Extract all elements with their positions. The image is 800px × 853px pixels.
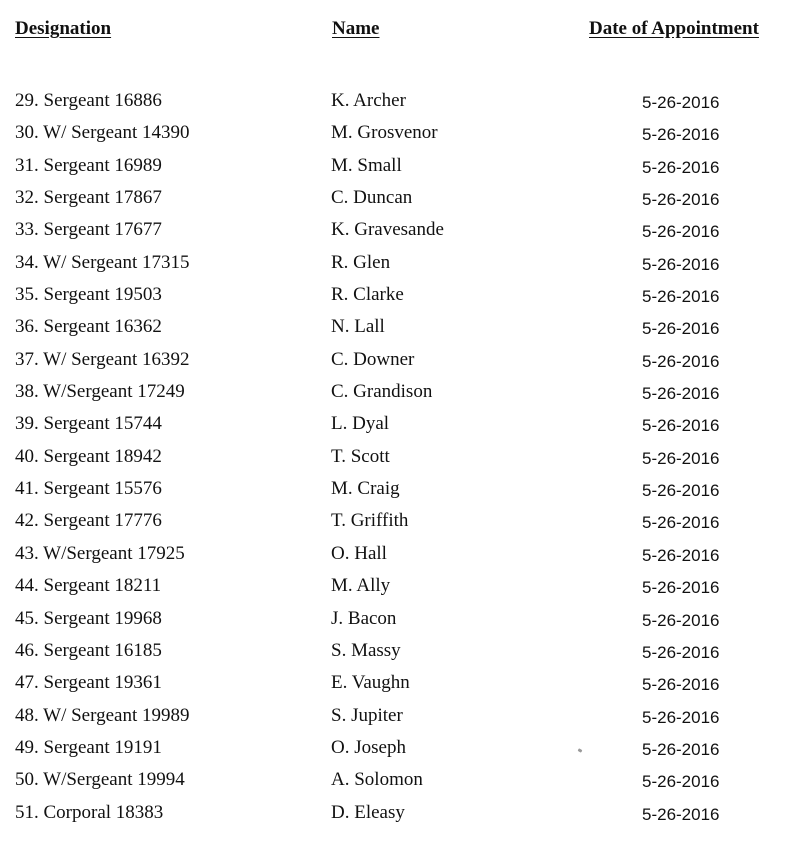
designation-cell: 30. W/ Sergeant 14390 [15, 122, 190, 144]
table-row [0, 703, 800, 735]
table-row [0, 508, 800, 540]
name-cell: S. Jupiter [331, 704, 403, 726]
designation-cell: 45. Sergeant 19968 [15, 607, 162, 629]
designation-cell: 49. Sergeant 19191 [15, 736, 162, 758]
table-header [0, 18, 800, 44]
name-cell: C. Grandison [331, 381, 433, 403]
table-row [0, 185, 800, 217]
name-cell: T. Scott [331, 445, 390, 467]
designation-cell: 35. Sergeant 19503 [15, 284, 162, 306]
name-cell: K. Archer [331, 90, 406, 111]
date-cell: 5-26-2016 [642, 707, 720, 727]
date-cell: 5-26-2016 [642, 642, 720, 662]
name-cell: M. Grosvenor [331, 122, 438, 144]
table-row [0, 250, 800, 282]
designation-cell: 51. Corporal 18383 [15, 801, 164, 823]
date-cell: 5-26-2016 [642, 287, 720, 307]
table-row [0, 670, 800, 702]
designation-cell: 36. Sergeant 16362 [15, 316, 162, 338]
table-row [0, 282, 800, 314]
table-row [0, 314, 800, 346]
name-cell: A. Solomon [331, 769, 423, 791]
date-cell: 5-26-2016 [642, 157, 720, 177]
name-cell: R. Clarke [331, 284, 404, 306]
designation-cell: 46. Sergeant 16185 [15, 639, 162, 661]
date-cell: 5-26-2016 [642, 804, 720, 824]
name-cell: E. Vaughn [331, 672, 410, 694]
table-row [0, 379, 800, 411]
designation-cell: 31. Sergeant 16989 [15, 154, 162, 176]
table-row [0, 347, 800, 379]
date-cell: 5-26-2016 [642, 222, 720, 242]
header-designation: Designation [15, 18, 112, 39]
date-cell: 5-26-2016 [642, 513, 720, 533]
designation-cell: 43. W/Sergeant 17925 [15, 542, 185, 564]
date-cell: 5-26-2016 [642, 448, 720, 468]
name-cell: M. Craig [331, 478, 400, 500]
name-cell: R. Glen [331, 251, 391, 273]
name-cell: O. Joseph [331, 736, 406, 758]
designation-cell: 37. W/ Sergeant 16392 [15, 348, 190, 370]
table-row [0, 411, 800, 443]
date-cell: 5-26-2016 [642, 93, 720, 112]
date-cell: 5-26-2016 [642, 125, 720, 145]
designation-cell: 42. Sergeant 17776 [15, 510, 162, 532]
name-cell: O. Hall [331, 542, 387, 564]
appointment-list [0, 88, 800, 832]
date-cell: 5-26-2016 [642, 481, 720, 501]
table-row [0, 153, 800, 185]
table-row [0, 541, 800, 573]
name-cell: S. Massy [331, 639, 401, 661]
date-cell: 5-26-2016 [642, 675, 720, 695]
table-row [0, 573, 800, 605]
date-cell: 5-26-2016 [642, 384, 720, 404]
name-cell: C. Downer [331, 348, 415, 370]
date-cell: 5-26-2016 [642, 319, 720, 339]
header-name: Name [332, 18, 380, 39]
table-row [0, 800, 800, 832]
date-cell: 5-26-2016 [642, 416, 720, 436]
designation-cell: 32. Sergeant 17867 [15, 187, 162, 209]
date-cell: 5-26-2016 [642, 545, 720, 565]
designation-cell: 50. W/Sergeant 19994 [15, 769, 185, 791]
table-row [0, 476, 800, 508]
designation-cell: 29. Sergeant 16886 [15, 90, 162, 111]
name-cell: J. Bacon [331, 607, 397, 629]
designation-cell: 44. Sergeant 18211 [15, 575, 162, 597]
date-cell: 5-26-2016 [642, 739, 720, 759]
date-cell: 5-26-2016 [642, 190, 720, 210]
date-cell: 5-26-2016 [642, 578, 720, 598]
table-row [0, 638, 800, 670]
name-cell: M. Ally [331, 575, 391, 597]
designation-cell: 39. Sergeant 15744 [15, 413, 162, 435]
table-row [0, 735, 800, 767]
name-cell: M. Small [331, 154, 402, 176]
name-cell: K. Gravesande [331, 219, 444, 241]
table-row [0, 444, 800, 476]
table-row [0, 606, 800, 638]
date-cell: 5-26-2016 [642, 351, 720, 371]
table-row [0, 217, 800, 249]
name-cell: D. Eleasy [331, 801, 405, 823]
table-row [0, 767, 800, 799]
table-row [0, 88, 800, 120]
designation-cell: 38. W/Sergeant 17249 [15, 381, 185, 403]
designation-cell: 47. Sergeant 19361 [15, 672, 162, 694]
name-cell: L. Dyal [331, 413, 390, 435]
header-date-of-appointment: Date of Appointment [589, 18, 759, 39]
name-cell: T. Griffith [331, 510, 409, 532]
designation-cell: 33. Sergeant 17677 [15, 219, 162, 241]
designation-cell: 40. Sergeant 18942 [15, 445, 162, 467]
name-cell: C. Duncan [331, 187, 413, 209]
designation-cell: 48. W/ Sergeant 19989 [15, 704, 190, 726]
table-row [0, 120, 800, 152]
designation-cell: 34. W/ Sergeant 17315 [15, 251, 190, 273]
date-cell: 5-26-2016 [642, 610, 720, 630]
designation-cell: 41. Sergeant 15576 [15, 478, 162, 500]
date-cell: 5-26-2016 [642, 772, 720, 792]
date-cell: 5-26-2016 [642, 254, 720, 274]
name-cell: N. Lall [331, 316, 385, 338]
